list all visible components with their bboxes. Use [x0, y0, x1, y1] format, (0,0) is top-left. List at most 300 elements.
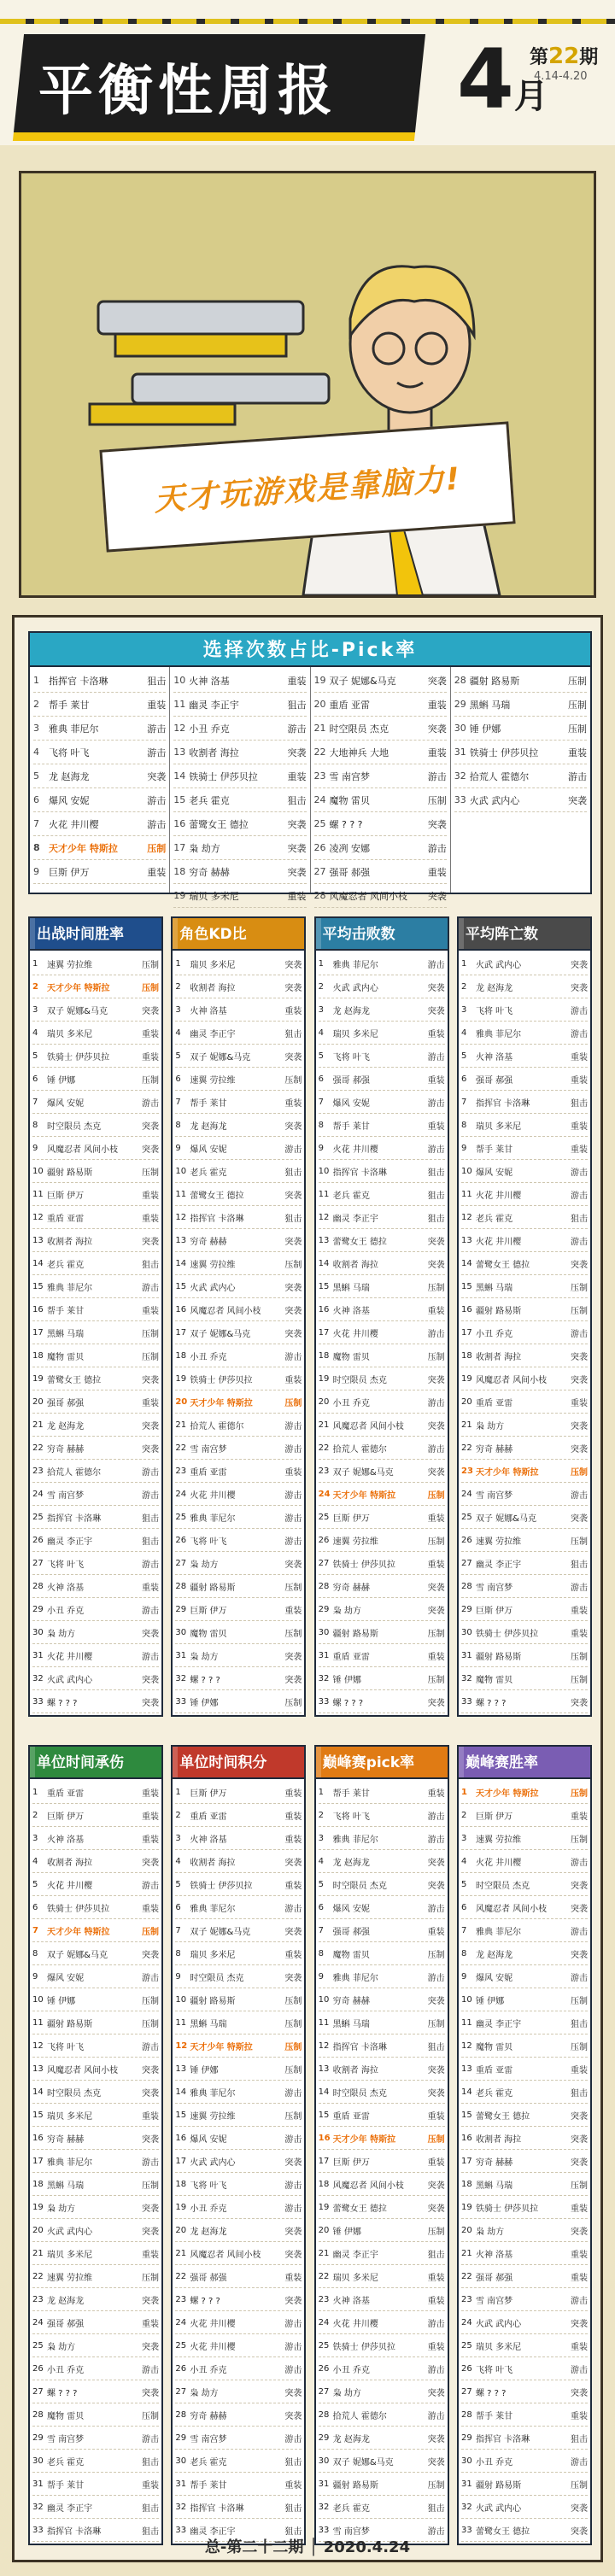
rank-number: 33: [175, 2525, 187, 2535]
hero-name: 火花 井川樱: [190, 2319, 236, 2329]
rank-number: 31: [318, 2479, 330, 2489]
hero-name: 速翼 劳拉维: [190, 1075, 236, 1086]
table-row: [319, 1460, 445, 1483]
hero-type: 重装: [147, 866, 167, 878]
hero-name: 时空限员 杰克: [475, 1881, 530, 1891]
hero-type: 压制: [570, 1283, 588, 1293]
rank-number: 13: [32, 1235, 44, 1245]
hero-name: 老兵 霍克: [332, 1191, 370, 1201]
hero-type: 压制: [147, 842, 167, 854]
hero-name: 时空限员 杰克: [47, 1121, 102, 1132]
rank-number: 6: [32, 1902, 38, 1912]
hero-type: 重装: [284, 1606, 302, 1616]
table-row: [175, 1667, 302, 1690]
rank-number: 4: [318, 1027, 325, 1038]
table-row: [175, 1344, 302, 1367]
rank-number: 23: [460, 2294, 472, 2304]
rank-number: 14: [460, 1258, 472, 1268]
table-row: [461, 975, 588, 998]
table-row: [175, 1275, 302, 1298]
header-stripe: [0, 19, 615, 24]
table-row: [32, 2403, 159, 2427]
hero-type: 重装: [427, 1560, 445, 1570]
hero-type: 突袭: [570, 2157, 588, 2168]
hero-type: 重装: [570, 2411, 588, 2421]
hero-type: 压制: [284, 2019, 302, 2029]
hero-type: 突袭: [284, 1052, 302, 1063]
hero-name: 火武 武内心: [475, 2503, 522, 2514]
hero-name: 黑蝌 马瑞: [47, 2181, 85, 2191]
hero-type: 重装: [570, 1812, 588, 1822]
rank-number: 5: [175, 1051, 181, 1061]
rank-number: 10: [173, 675, 186, 686]
table-row: [32, 1552, 159, 1575]
rank-number: 3: [33, 723, 39, 734]
hero-name: 双子 妮娜&马克: [47, 1950, 108, 1960]
hero-type: 突袭: [427, 1421, 445, 1431]
rank-number: 10: [318, 1994, 330, 2005]
hero-name: 帮手 莱甘: [190, 2480, 227, 2491]
rank-number: 32: [32, 2502, 44, 2512]
rank-number: 22: [318, 1443, 330, 1453]
table-row: [32, 1621, 159, 1644]
hero-type: 压制: [427, 1675, 445, 1685]
rank-number: 29: [454, 699, 466, 710]
hero-type: 游击: [570, 1583, 588, 1593]
hero-name: 巨斯 伊万: [332, 1513, 370, 1524]
hero-name: 蕾鹭女王 德拉: [190, 1191, 244, 1201]
footer: 总-第二十二期 │ 2020.4.24: [204, 2538, 411, 2556]
table-row: [461, 1483, 588, 1506]
table-row: [175, 2334, 302, 2357]
stats-grid-top: [28, 916, 592, 1717]
rank-number: 17: [460, 2156, 472, 2166]
rank-number: 18: [32, 1350, 44, 1361]
hero-name: 重盾 亚雷: [47, 1214, 85, 1224]
hero-name: 天才少年 特斯拉: [49, 842, 118, 854]
hero-type: 突袭: [427, 1375, 445, 1385]
hero-type: 突袭: [427, 983, 445, 993]
hero-type: 重装: [570, 1606, 588, 1616]
hero-name: 拾荒人 霍德尔: [47, 1467, 102, 1478]
hero-type: 游击: [427, 1835, 445, 1845]
table-row: [319, 2242, 445, 2265]
table-row: [175, 2403, 302, 2427]
hero-name: 火武 武内心: [47, 2227, 93, 2237]
table-row: [33, 764, 166, 788]
hero-name: 火花 井川樱: [475, 1237, 522, 1247]
hero-name: 飞将 叶飞: [475, 1006, 513, 1016]
rank-number: 26: [460, 1535, 472, 1545]
hero-name: 天才少年 特斯拉: [475, 1467, 539, 1478]
rank-number: 20: [318, 2225, 330, 2235]
hero-type: 重装: [570, 1075, 588, 1086]
hero-name: 飞将 叶飞: [190, 1537, 227, 1547]
hero-name: 风魔忍者 风间小枝: [47, 2065, 119, 2075]
table-row: [32, 1344, 159, 1367]
table-row: [319, 1437, 445, 1460]
hero-type: 压制: [142, 983, 159, 993]
table-row: [319, 2288, 445, 2311]
table-row: [32, 1022, 159, 1045]
rank-number: 24: [175, 2317, 187, 2327]
table-row: [314, 836, 447, 860]
hero-type: 游击: [147, 746, 167, 758]
hero-name: 穷奇 赫赫: [190, 1237, 227, 1247]
hero-name: 收割者 海拉: [332, 1260, 378, 1270]
table-row: [175, 2127, 302, 2150]
table-row: [461, 2403, 588, 2427]
hero-type: 狙击: [142, 2457, 159, 2468]
hero-name: 指挥官 卡洛琳: [332, 1168, 387, 1178]
hero-name: 黑蝌 马瑞: [190, 2019, 227, 2029]
rank-number: 27: [318, 2386, 330, 2397]
table-row: [175, 1160, 302, 1183]
table-row: [461, 2496, 588, 2519]
hero-name: 帮手 莱甘: [475, 2411, 513, 2421]
table-row: [461, 1575, 588, 1598]
table-row: [32, 2034, 159, 2058]
hero-type: 重装: [570, 1398, 588, 1408]
rank-number: 25: [32, 1512, 44, 1522]
hero-type: 游击: [147, 818, 167, 830]
hero-name: 强哥 郝强: [47, 2319, 85, 2329]
hero-type: 突袭: [427, 1467, 445, 1478]
rank-number: 29: [460, 1604, 472, 1614]
hero-type: 压制: [284, 2042, 302, 2052]
hero-name: 天才少年 特斯拉: [47, 1927, 110, 1937]
hero-name: 螺 ? ? ?: [190, 2296, 220, 2306]
hero-type: 狙击: [570, 1098, 588, 1109]
hero-type: 游击: [142, 1652, 159, 1662]
rank-number: 24: [318, 1489, 331, 1499]
stats-card: [457, 916, 592, 1717]
table-row: [461, 1068, 588, 1091]
table-row: [461, 998, 588, 1022]
table-row: [32, 1942, 159, 1965]
hero-type: 游击: [427, 2319, 445, 2329]
hero-type: 突袭: [142, 1237, 159, 1247]
table-row: [319, 2011, 445, 2034]
table-row: [319, 2334, 445, 2357]
rank-number: 30: [460, 1627, 472, 1637]
rank-number: 10: [32, 1994, 44, 2005]
pick-column: [170, 667, 310, 902]
rank-number: 32: [318, 1673, 330, 1683]
table-row: [461, 2380, 588, 2403]
table-row: [33, 836, 166, 860]
rank-number: 7: [33, 818, 39, 829]
table-row: [319, 1068, 445, 1091]
rank-number: 1: [32, 1787, 38, 1797]
hero-type: 狙击: [142, 1513, 159, 1524]
hero-name: 枭 劫方: [190, 2388, 219, 2398]
hero-type: 狙击: [570, 2019, 588, 2029]
hero-name: 瑞贝 多米尼: [47, 2250, 93, 2260]
table-row: [319, 2196, 445, 2219]
hero-type: 游击: [284, 2204, 302, 2214]
hero-name: 指挥官 卡洛琳: [190, 1214, 244, 1224]
table-row: [319, 1160, 445, 1183]
table-row: [461, 1321, 588, 1344]
hero-name: 老兵 霍克: [189, 794, 230, 806]
hero-type: 游击: [570, 1029, 588, 1039]
table-row: [32, 1091, 159, 1114]
rank-number: 32: [454, 770, 466, 782]
hero-name: 穷奇 赫赫: [332, 1583, 370, 1593]
rank-number: 18: [175, 2179, 187, 2189]
rank-number: 1: [460, 1787, 467, 1797]
hero-name: 重盾 亚雷: [332, 1652, 370, 1662]
hero-name: 爆风 安妮: [332, 1098, 370, 1109]
rank-number: 32: [460, 1673, 472, 1683]
hero-type: 游击: [284, 2342, 302, 2352]
rank-number: 11: [32, 2017, 44, 2028]
table-row: [461, 1114, 588, 1137]
table-row: [175, 1529, 302, 1552]
rank-number: 15: [175, 1281, 187, 1291]
rank-number: 31: [454, 746, 466, 758]
hero-name: 火神 洛基: [189, 675, 230, 687]
hero-type: 重装: [284, 1467, 302, 1478]
rank-number: 21: [318, 2248, 330, 2258]
hero-type: 突袭: [570, 2227, 588, 2237]
table-row: [32, 2334, 159, 2357]
hero-name: 重盾 亚雷: [190, 1467, 227, 1478]
rank-number: 7: [175, 1925, 181, 1935]
hero-name: 时空限员 杰克: [332, 1375, 387, 1385]
hero-name: 疆射 路易斯: [475, 2480, 522, 2491]
table-row: [319, 1344, 445, 1367]
rank-number: 27: [318, 1558, 330, 1568]
pick-rate-section: [28, 631, 592, 902]
table-row: [461, 2311, 588, 2334]
hero-type: 突袭: [427, 1996, 445, 2006]
hero-name: 枭 劫方: [47, 2204, 76, 2214]
hero-name: 铁骑士 伊莎贝拉: [190, 1881, 253, 1891]
hero-name: 雅典 菲尼尔: [47, 1283, 93, 1293]
hero-type: 突袭: [284, 983, 302, 993]
hero-type: 压制: [427, 1950, 445, 1960]
hero-type: 重装: [427, 1029, 445, 1039]
table-row: [461, 1804, 588, 1827]
stats-card-list: [171, 1777, 306, 2545]
hero-name: 瑞贝 多米尼: [475, 1121, 522, 1132]
hero-name: 雪 南宫梦: [47, 1490, 85, 1501]
hero-name: 枭 劫方: [190, 1560, 219, 1570]
rank-number: 17: [460, 1327, 472, 1338]
hero-type: 重装: [570, 2065, 588, 2075]
hero-type: 重装: [142, 1835, 159, 1845]
rank-number: 6: [318, 1074, 325, 1084]
table-row: [175, 1804, 302, 1827]
hero-type: 狙击: [284, 1214, 302, 1224]
hero-name: 爆风 安妮: [49, 794, 90, 806]
table-row: [461, 1919, 588, 1942]
hero-type: 突袭: [142, 1444, 159, 1455]
rank-number: 8: [33, 842, 40, 853]
hero-name: 天才少年 特斯拉: [47, 983, 110, 993]
hero-name: 魔物 雷贝: [47, 2411, 85, 2421]
rank-number: 25: [460, 1512, 472, 1522]
table-row: [461, 1621, 588, 1644]
table-row: [461, 1045, 588, 1068]
hero-name: 帮手 莱甘: [49, 699, 90, 711]
rank-number: 2: [460, 1810, 467, 1820]
hero-name: 穷奇 赫赫: [189, 866, 230, 878]
table-row: [33, 693, 166, 717]
rank-number: 7: [175, 1097, 181, 1107]
table-row: [319, 1896, 445, 1919]
rank-number: 27: [32, 2386, 44, 2397]
table-row: [175, 2219, 302, 2242]
hero-name: 飞将 叶飞: [475, 2365, 513, 2375]
hero-type: 狙击: [427, 2250, 445, 2260]
hero-type: 压制: [427, 1283, 445, 1293]
table-row: [461, 1552, 588, 1575]
hero-type: 压制: [284, 1075, 302, 1086]
stats-card-title: 单位时间积分: [171, 1745, 306, 1777]
hero-type: 突袭: [284, 1973, 302, 1983]
rank-number: 1: [175, 958, 181, 969]
hero-type: 重装: [142, 1398, 159, 1408]
hero-type: 游击: [427, 770, 447, 782]
hero-name: 雪 南宫梦: [190, 1444, 227, 1455]
hero-name: 铁骑士 伊莎贝拉: [475, 1629, 539, 1639]
table-row: [461, 1529, 588, 1552]
table-row: [32, 2196, 159, 2219]
table-row: [461, 2196, 588, 2219]
hero-name: 穷奇 赫赫: [475, 2157, 513, 2168]
table-row: [319, 1414, 445, 1437]
hero-type: 狙击: [427, 1191, 445, 1201]
hero-name: 雅典 菲尼尔: [332, 1973, 378, 1983]
hero-type: 突袭: [284, 960, 302, 970]
hero-type: 游击: [570, 2296, 588, 2306]
hero-name: 指挥官 卡洛琳: [475, 2434, 530, 2444]
hero-type: 突袭: [427, 2181, 445, 2191]
hero-type: 游击: [427, 2526, 445, 2537]
rank-number: 10: [32, 1166, 44, 1176]
stats-card: [28, 1745, 163, 2545]
hero-type: 游击: [284, 2319, 302, 2329]
hero-type: 压制: [570, 1652, 588, 1662]
hero-name: 疆射 路易斯: [332, 1629, 378, 1639]
hero-type: 游击: [142, 1283, 159, 1293]
hero-type: 重装: [570, 1121, 588, 1132]
rank-number: 14: [32, 1258, 44, 1268]
table-row: [32, 1414, 159, 1437]
hero-name: 瑞贝 多米尼: [332, 2273, 378, 2283]
table-row: [461, 1460, 588, 1483]
hero-name: 枭 劫方: [332, 2388, 361, 2398]
rank-number: 21: [318, 1420, 330, 1430]
hero-name: 蕾鹭女王 德拉: [332, 2204, 387, 2214]
hero-type: 游击: [427, 1145, 445, 1155]
hero-type: 游击: [427, 842, 447, 854]
rank-number: 12: [32, 2040, 44, 2051]
table-row: [319, 952, 445, 975]
hero-name: 重盾 亚雷: [329, 699, 370, 711]
hero-type: 压制: [570, 2181, 588, 2191]
table-row: [175, 1827, 302, 1850]
hero-type: 突袭: [147, 770, 167, 782]
rank-number: 33: [318, 2525, 330, 2535]
rank-number: 30: [32, 1627, 44, 1637]
hero-name: 蕾鹭女王 德拉: [189, 818, 249, 830]
hero-type: 突袭: [427, 2434, 445, 2444]
hero-type: 突袭: [284, 2157, 302, 2168]
table-row: [461, 1275, 588, 1298]
hero-name: 双子 妮娜&马克: [47, 1006, 108, 1016]
hero-name: 拾荒人 霍德尔: [332, 1444, 387, 1455]
table-row: [32, 2288, 159, 2311]
hero-type: 游击: [427, 2365, 445, 2375]
table-row: [461, 1988, 588, 2011]
hero-name: 爆风 安妮: [332, 1904, 370, 1914]
table-row: [461, 2450, 588, 2473]
hero-type: 游击: [284, 1490, 302, 1501]
hero-name: 魔物 雷贝: [475, 2042, 513, 2052]
table-row: [319, 1873, 445, 1896]
table-row: [319, 2473, 445, 2496]
hero-type: 重装: [284, 2273, 302, 2283]
hero-type: 压制: [570, 2480, 588, 2491]
rank-number: 22: [32, 2271, 44, 2281]
rank-number: 21: [460, 2248, 472, 2258]
hero-name: 时空限员 杰克: [332, 2088, 387, 2099]
rank-number: 16: [173, 818, 186, 829]
table-row: [175, 1298, 302, 1321]
hero-type: 重装: [284, 1789, 302, 1799]
hero-type: 突袭: [427, 1698, 445, 1708]
rank-number: 11: [318, 1189, 330, 1199]
table-row: [461, 2265, 588, 2288]
hero-name: 速翼 劳拉维: [47, 960, 93, 970]
table-row: [175, 2450, 302, 2473]
hero-name: 指挥官 卡洛琳: [332, 2042, 387, 2052]
hero-name: 小丑 乔克: [475, 1329, 513, 1339]
rank-number: 23: [32, 1466, 44, 1476]
table-row: [319, 1206, 445, 1229]
table-row: [175, 1506, 302, 1529]
table-row: [173, 788, 306, 812]
rank-number: 24: [313, 794, 326, 805]
hero-name: 瑞贝 多米尼: [332, 1029, 378, 1039]
table-row: [175, 1252, 302, 1275]
hero-name: 拾荒人 霍德尔: [190, 1421, 244, 1431]
table-row: [32, 2427, 159, 2450]
rank-number: 18: [32, 2179, 44, 2189]
hero-name: 铁骑士 伊莎贝拉: [475, 2204, 539, 2214]
stats-card-title: 角色KD比: [171, 916, 306, 949]
slogan-text: 天才玩游戏是靠脑力!: [152, 460, 463, 518]
stats-card-title: 平均击败数: [314, 916, 449, 949]
hero-type: 狙击: [284, 2457, 302, 2468]
rank-number: 17: [175, 2156, 187, 2166]
table-row: [319, 2427, 445, 2450]
table-row: [175, 1942, 302, 1965]
stats-card-title: 单位时间承伤: [28, 1745, 163, 1777]
hero-type: 突袭: [284, 1121, 302, 1132]
table-row: [175, 1321, 302, 1344]
rank-number: 5: [32, 1879, 38, 1889]
hero-name: 疆射 路易斯: [47, 2019, 93, 2029]
rank-number: 3: [175, 1004, 181, 1015]
table-row: [33, 860, 166, 884]
hero-name: 锤 伊娜: [47, 1075, 76, 1086]
stats-card: [314, 1745, 449, 2545]
